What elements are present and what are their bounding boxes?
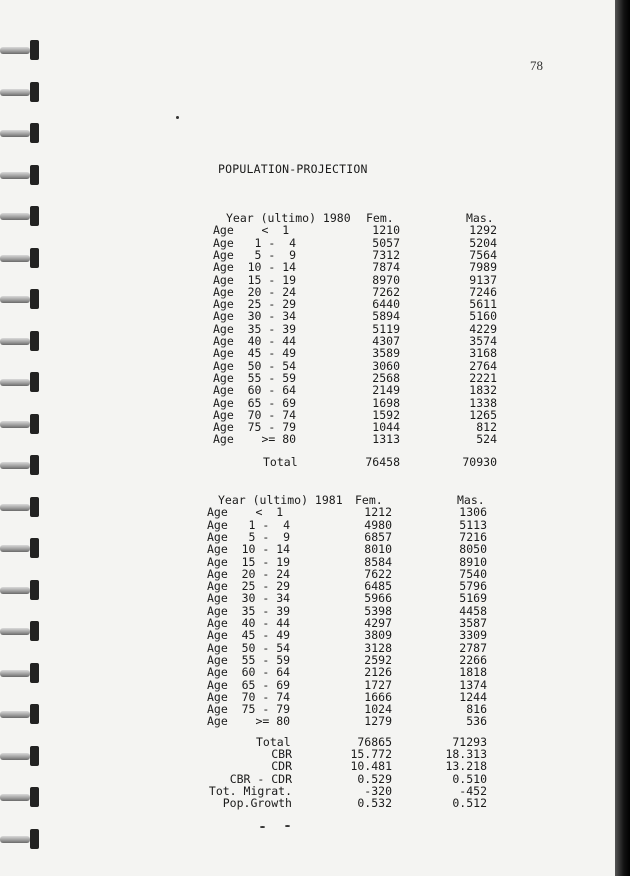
fem-value: 6857	[364, 529, 392, 544]
age-group-label: Age 75 - 79	[207, 702, 291, 717]
table-row	[0, 297, 615, 312]
table-row	[0, 383, 615, 398]
table-row	[0, 542, 615, 557]
age-group-label: Age 1 - 4	[207, 517, 291, 532]
mas-value: 1292	[469, 223, 497, 238]
ring-wire	[0, 172, 30, 179]
mas-value: 5796	[459, 579, 487, 594]
summary-row	[0, 796, 615, 811]
mas-value: 5160	[469, 309, 497, 324]
mas-value: 3309	[459, 628, 487, 643]
table-header-row	[0, 493, 615, 505]
fem-value: 8970	[372, 272, 400, 287]
fem-summary-value: -320	[364, 783, 392, 798]
table-row	[0, 641, 615, 653]
table-row	[0, 678, 615, 690]
summary-label: Total	[263, 454, 298, 469]
ring-slot	[30, 82, 39, 102]
year-header-label: Year (ultimo) 1980	[226, 211, 351, 225]
table-row	[0, 359, 615, 371]
table-row	[0, 579, 615, 594]
table-row	[0, 628, 615, 643]
table-row	[0, 714, 615, 729]
fem-value: 2568	[372, 370, 400, 385]
mas-value: 2787	[459, 640, 487, 655]
table-row	[0, 567, 615, 579]
table-row	[0, 591, 615, 606]
table-row	[0, 530, 615, 542]
mas-value: 1374	[459, 677, 487, 692]
fem-value: 3128	[364, 640, 392, 655]
mas-summary-value: 70930	[462, 454, 497, 469]
summary-row	[0, 735, 615, 747]
age-group-label: Age >= 80	[213, 432, 297, 447]
mas-summary-value: 18.313	[445, 747, 487, 761]
table-row	[0, 223, 615, 238]
mas-value: 8050	[459, 542, 487, 557]
fem-value: 4307	[372, 334, 400, 348]
age-group-label: Age 5 - 9	[213, 247, 297, 262]
fem-value: 1044	[372, 420, 400, 435]
summary-label: Total	[256, 734, 291, 749]
ring-wire	[0, 89, 30, 96]
table-row	[0, 690, 615, 702]
mas-value: 7540	[459, 566, 487, 581]
fem-value: 1210	[372, 223, 400, 238]
ring-slot	[30, 123, 39, 143]
age-group-label: Age 40 - 44	[207, 616, 291, 630]
summary-row	[0, 455, 615, 467]
fem-value: 1313	[372, 432, 400, 447]
binding-ring	[0, 82, 44, 102]
age-group-label: Age 75 - 79	[213, 420, 297, 435]
fem-value: 1666	[364, 689, 392, 704]
age-group-label: Age >= 80	[207, 714, 291, 729]
age-group-label: Age 65 - 69	[213, 395, 297, 410]
age-group-label: Age < 1	[207, 505, 284, 520]
age-group-label: Age 10 - 14	[213, 260, 297, 275]
age-group-label: Age 15 - 19	[207, 554, 291, 569]
mas-value: 2221	[469, 370, 497, 385]
mas-value: 1306	[459, 505, 487, 520]
table-row	[0, 309, 615, 324]
summary-row	[0, 747, 615, 759]
table-row	[0, 408, 615, 420]
age-group-label: Age 5 - 9	[207, 529, 291, 544]
fem-value: 3060	[372, 358, 400, 373]
fem-value: 7874	[372, 260, 400, 275]
fem-value: 4297	[364, 616, 392, 630]
mas-summary-value: 71293	[452, 734, 487, 749]
mas-summary-value: -452	[459, 783, 487, 798]
mas-value: 7564	[469, 247, 497, 262]
mas-value: 1338	[469, 395, 497, 410]
fem-summary-value: 10.481	[350, 759, 392, 774]
summary-label: CDR	[271, 759, 292, 774]
table-row	[0, 273, 615, 285]
table-row	[0, 665, 615, 680]
summary-row	[0, 772, 615, 784]
summary-row	[0, 759, 615, 774]
age-group-label: Age 10 - 14	[207, 542, 291, 557]
mas-value: 5611	[469, 297, 497, 312]
fem-value: 6485	[364, 579, 392, 594]
fem-value: 8010	[364, 542, 392, 557]
fem-value: 4980	[364, 517, 392, 532]
fem-value: 1212	[364, 505, 392, 520]
mas-value: 3574	[469, 334, 497, 348]
summary-label: Tot. Migrat.	[208, 783, 292, 798]
fem-value: 8584	[364, 554, 392, 569]
fem-value: 5119	[372, 321, 400, 336]
summary-label: Pop.Growth	[222, 796, 292, 811]
year-header-label: Year (ultimo) 1981	[218, 493, 343, 507]
ring-wire	[0, 47, 30, 54]
mas-value: 4458	[459, 603, 487, 618]
mas-value: 7216	[459, 529, 487, 544]
fem-value: 2149	[372, 383, 400, 398]
mas-value: 812	[476, 420, 497, 435]
page-edge-shadow	[615, 0, 630, 876]
page-title: POPULATION-PROJECTION	[218, 162, 368, 176]
age-group-label: Age 55 - 59	[207, 652, 291, 667]
summary-row	[0, 784, 615, 796]
fem-value: 3809	[364, 628, 392, 643]
mas-value: 2764	[469, 358, 497, 373]
mas-value: 5113	[459, 517, 487, 532]
age-group-label: Age 50 - 54	[207, 640, 291, 655]
mas-value: 7989	[469, 260, 497, 275]
binding-ring	[0, 40, 44, 60]
fem-column-header: Fem.	[355, 493, 383, 507]
age-group-label: Age 25 - 29	[207, 579, 291, 594]
mas-value: 3168	[469, 346, 497, 361]
ring-wire	[0, 130, 30, 137]
table-row	[0, 616, 615, 628]
fem-value: 7312	[372, 247, 400, 262]
fem-value: 1592	[372, 407, 400, 422]
mas-summary-value: 0.510	[452, 771, 487, 786]
mas-summary-value: 13.218	[445, 759, 487, 774]
binding-ring	[0, 829, 44, 849]
age-group-label: Age 65 - 69	[207, 677, 291, 692]
table-row	[0, 555, 615, 567]
fem-value: 1024	[364, 702, 392, 717]
fem-value: 5398	[364, 603, 392, 618]
fem-value: 5894	[372, 309, 400, 324]
age-group-label: Age 45 - 49	[207, 628, 291, 643]
fem-value: 2126	[364, 665, 392, 680]
table-row	[0, 260, 615, 275]
table-row	[0, 702, 615, 717]
table-row	[0, 604, 615, 616]
age-group-label: Age 40 - 44	[213, 334, 297, 348]
mas-value: 2266	[459, 652, 487, 667]
mas-column-header: Mas.	[466, 211, 494, 225]
mas-value: 7246	[469, 284, 497, 299]
fem-value: 1279	[364, 714, 392, 729]
mas-value: 1832	[469, 383, 497, 398]
fem-summary-value: 76865	[357, 734, 392, 749]
age-group-label: Age 55 - 59	[213, 370, 297, 385]
mas-value: 816	[466, 702, 487, 717]
mas-value: 1244	[459, 689, 487, 704]
table-row	[0, 518, 615, 530]
age-group-label: Age 35 - 39	[207, 603, 291, 618]
fem-value: 1698	[372, 395, 400, 410]
summary-label: CBR	[271, 747, 292, 761]
mas-value: 5169	[459, 591, 487, 606]
age-group-label: Age 70 - 74	[207, 689, 291, 704]
table-row	[0, 432, 615, 447]
ring-slot	[30, 829, 39, 849]
binding-ring	[0, 165, 44, 185]
ring-wire	[0, 836, 30, 843]
age-group-label: Age 60 - 64	[207, 665, 291, 680]
fem-value: 5966	[364, 591, 392, 606]
table-header-row	[0, 211, 615, 223]
age-group-label: Age 1 - 4	[213, 235, 297, 250]
summary-label: CBR - CDR	[229, 771, 292, 786]
speck	[285, 825, 290, 827]
age-group-label: Age 50 - 54	[213, 358, 297, 373]
fem-value: 3589	[372, 346, 400, 361]
table-row	[0, 653, 615, 665]
fem-summary-value: 0.532	[357, 796, 392, 811]
table-row	[0, 322, 615, 334]
mas-value: 9137	[469, 272, 497, 287]
table-row	[0, 346, 615, 361]
speck	[176, 116, 179, 119]
age-group-label: Age 35 - 39	[213, 321, 297, 336]
fem-summary-value: 15.772	[350, 747, 392, 761]
age-group-label: Age 20 - 24	[207, 566, 291, 581]
age-group-label: Age < 1	[213, 223, 290, 238]
fem-summary-value: 0.529	[357, 771, 392, 786]
fem-value: 1727	[364, 677, 392, 692]
mas-column-header: Mas.	[457, 493, 485, 507]
mas-value: 3587	[459, 616, 487, 630]
age-group-label: Age 30 - 34	[207, 591, 291, 606]
mas-value: 4229	[469, 321, 497, 336]
table-row	[0, 396, 615, 408]
fem-value: 7622	[364, 566, 392, 581]
table-row	[0, 248, 615, 260]
mas-value: 5204	[469, 235, 497, 250]
age-group-label: Age 15 - 19	[213, 272, 297, 287]
binding-ring	[0, 123, 44, 143]
fem-value: 5057	[372, 235, 400, 250]
mas-value: 524	[476, 432, 497, 447]
fem-value: 7262	[372, 284, 400, 299]
age-group-label: Age 45 - 49	[213, 346, 297, 361]
age-group-label: Age 60 - 64	[213, 383, 297, 398]
page-number: 78	[530, 58, 543, 73]
ring-slot	[30, 165, 39, 185]
fem-column-header: Fem.	[366, 211, 394, 225]
ring-slot	[30, 40, 39, 60]
age-group-label: Age 20 - 24	[213, 284, 297, 299]
age-group-label: Age 25 - 29	[213, 297, 297, 312]
mas-summary-value: 0.512	[452, 796, 487, 811]
table-row	[0, 420, 615, 435]
table-row	[0, 334, 615, 346]
mas-value: 8910	[459, 554, 487, 569]
fem-value: 6440	[372, 297, 400, 312]
mas-value: 536	[466, 714, 487, 729]
mas-value: 1265	[469, 407, 497, 422]
table-row	[0, 505, 615, 520]
fem-summary-value: 76458	[365, 454, 400, 469]
table-row	[0, 285, 615, 297]
age-group-label: Age 70 - 74	[213, 407, 297, 422]
speck	[260, 826, 265, 828]
age-group-label: Age 30 - 34	[213, 309, 297, 324]
table-row	[0, 371, 615, 383]
mas-value: 1818	[459, 665, 487, 680]
fem-value: 2592	[364, 652, 392, 667]
table-row	[0, 236, 615, 248]
